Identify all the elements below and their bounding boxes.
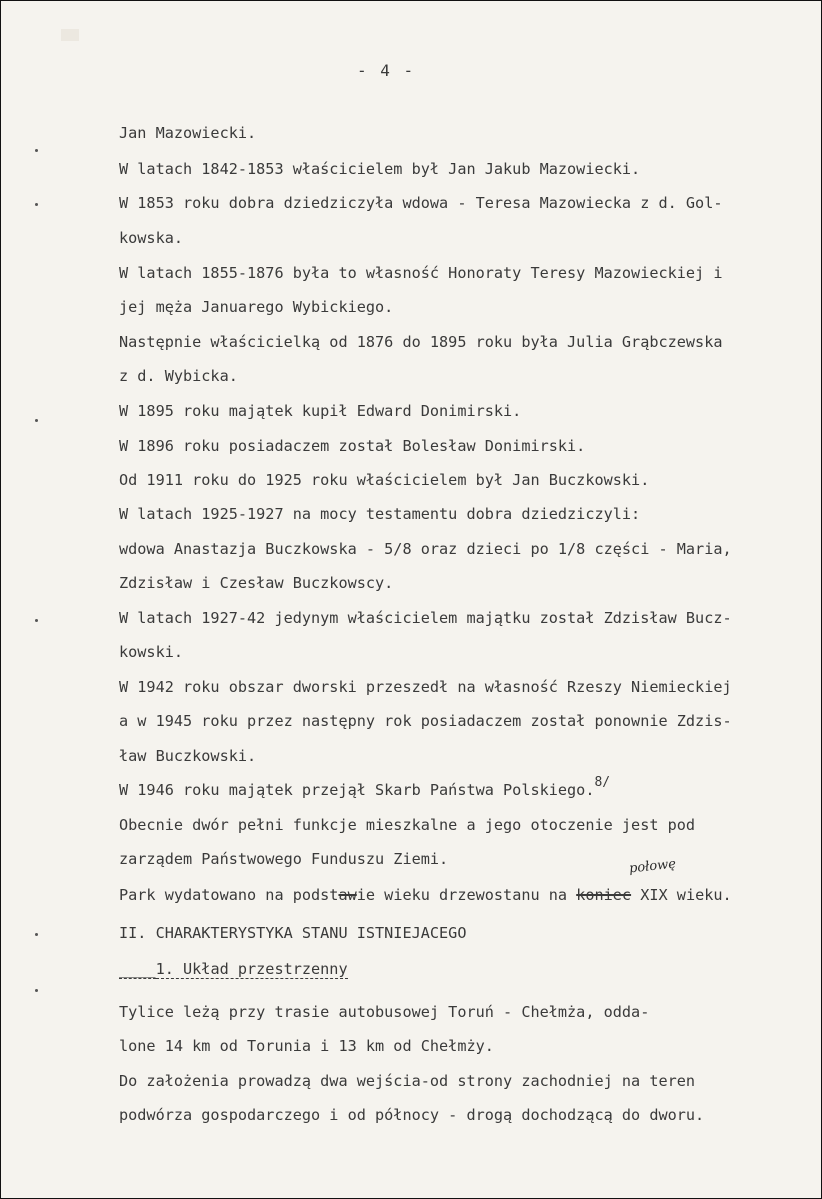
text-line: Zdzisław i Czesław Buczkowscy.	[119, 574, 394, 592]
paragraph-line: Tylice leżą przy trasie autobusowej Toruń - Chełmża, odda-	[119, 1003, 650, 1021]
text-line: W 1942 roku obszar dworski przeszedł na własność Rzeszy Niemieckiej	[119, 678, 732, 696]
text-line: z d. Wybicka.	[119, 367, 238, 385]
subsection-underline-lead: ____	[119, 960, 156, 978]
text-line: zarządem Państwowego Funduszu Ziemi.	[119, 850, 449, 868]
park-line	[119, 885, 732, 905]
margin-dot	[35, 619, 38, 622]
text-line: W latach 1842-1853 właścicielem był Jan Jakub Mazowiecki.	[119, 160, 641, 178]
struck-text: koniec	[576, 886, 632, 904]
paragraph-line: Do założenia prowadzą dwa wejścia-od strony zachodniej na teren	[119, 1072, 696, 1090]
page-number: - 4 -	[357, 61, 416, 80]
margin-dot	[35, 933, 38, 936]
section-heading: II. CHARAKTERYSTYKA STANU ISTNIEJACEGO	[119, 924, 467, 942]
text-line: W latach 1927-42 jedynym właścicielem majątku został Zdzisław Bucz-	[119, 609, 732, 627]
subsection-heading: 1. Układ przestrzenny	[155, 960, 348, 978]
margin-dot	[35, 203, 38, 206]
corner-stain	[61, 29, 79, 41]
text-line: Następnie właścicielką od 1876 do 1895 roku była Julia Grąbczewska	[119, 333, 723, 351]
handwritten-correction: połowę	[628, 856, 677, 877]
paragraph-line: podwórza gospodarczego i od północy - drogą dochodzącą do dworu.	[119, 1106, 705, 1124]
text-line: Obecnie dwór pełni funkcje mieszkalne a jego otoczenie jest pod	[119, 816, 696, 834]
text-line: W 1946 roku majątek przejął Skarb Państwa Polskiego.	[119, 781, 595, 799]
text-line: W 1853 roku dobra dziedziczyła wdowa - Teresa Mazowiecka z d. Gol-	[119, 194, 723, 212]
park-line-part: XIX wieku.	[631, 886, 732, 904]
margin-dot	[35, 419, 38, 422]
park-line-part: ie wieku drzewostanu na	[356, 886, 577, 904]
struck-text: aw	[338, 886, 357, 904]
text-line: Jan Mazowiecki.	[119, 124, 257, 142]
text-line: W 1895 roku majątek kupił Edward Donimirski.	[119, 402, 522, 420]
text-line: ław Buczkowski.	[119, 747, 257, 765]
subsection-heading-line	[119, 959, 348, 979]
text-line: W latach 1925-1927 na mocy testamentu dobra dziedziczyli:	[119, 505, 641, 523]
text-line: W latach 1855-1876 była to własność Honoraty Teresy Mazowieckiej i	[119, 264, 723, 282]
text-line: kowski.	[119, 643, 184, 661]
text-line: a w 1945 roku przez następny rok posiadaczem został ponownie Zdzis-	[119, 712, 732, 730]
margin-dot	[35, 989, 38, 992]
footnote-reference: 8/	[594, 775, 611, 790]
paragraph-line: lone 14 km od Torunia i 13 km od Chełmży.	[119, 1037, 494, 1055]
text-line: wdowa Anastazja Buczkowska - 5/8 oraz dzieci po 1/8 części - Maria,	[119, 540, 732, 558]
park-line-part: Park wydatowano na podst	[119, 886, 339, 904]
margin-dot	[35, 149, 38, 152]
text-line: Od 1911 roku do 1925 roku właścicielem był Jan Buczkowski.	[119, 471, 650, 489]
text-line: kowska.	[119, 229, 184, 247]
text-line: jej męża Januarego Wybickiego.	[119, 298, 394, 316]
text-line-footnote	[119, 775, 611, 802]
text-line: W 1896 roku posiadaczem został Bolesław Donimirski.	[119, 437, 586, 455]
